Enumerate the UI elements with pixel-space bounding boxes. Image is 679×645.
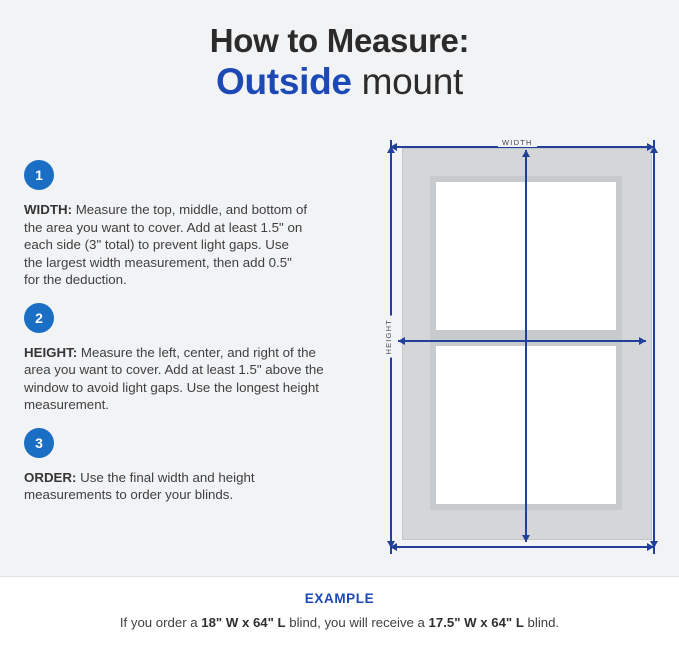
step-body-1: Measure the top, middle, and bottom of the area you want to cover. Add at least 1.5" on each side (3" total) to prevent light gaps. Use the largest width measurement, then add 0.5" for the deduction. — [24, 202, 308, 287]
height-label-left: HEIGHT — [384, 316, 393, 358]
step-badge-1: 1 — [24, 160, 54, 190]
page-title — [0, 22, 679, 104]
width-arrowhead-left-middle — [398, 337, 405, 345]
height-arrowhead-up-center — [522, 150, 530, 157]
height-arrowhead-down-center — [522, 535, 530, 542]
title-line-1: How to Measure: — [209, 22, 470, 59]
height-arrowhead-down-left — [387, 541, 395, 548]
example-footer — [0, 576, 679, 645]
title-emphasis: Outside — [216, 61, 352, 102]
example-prefix: If you order a — [119, 615, 202, 630]
step-item-2 — [24, 303, 369, 414]
step-item-1 — [24, 160, 369, 289]
height-measure-line-center — [525, 150, 527, 542]
step-label-2: HEIGHT: — [24, 344, 78, 360]
example-heading: EXAMPLE — [304, 591, 375, 606]
example-text — [0, 615, 679, 630]
width-measure-line-bottom — [390, 546, 654, 548]
step-text-2 — [24, 344, 344, 414]
step-body-2: Measure the left, center, and right of the area you want to cover. Add at least 1.5" above the window to avoid light gaps. Use the longest height measurement. — [24, 344, 324, 412]
step-label-1: WIDTH: — [24, 202, 72, 217]
step-item-3 — [24, 428, 369, 504]
height-arrowhead-up-left — [387, 146, 395, 153]
width-arrowhead-right-middle — [639, 337, 646, 345]
example-suffix: blind. — [523, 615, 560, 630]
step-label-3: ORDER: — [24, 469, 77, 485]
example-middle: blind, you will receive a — [285, 615, 429, 630]
height-arrowhead-up-right — [650, 146, 658, 153]
height-arrowhead-down-right — [650, 541, 658, 548]
step-badge-2: 2 — [24, 303, 54, 333]
steps-list — [24, 160, 369, 518]
step-text-1 — [24, 201, 309, 289]
width-label-top: WIDTH — [498, 138, 537, 147]
title-suffix: mount — [351, 61, 463, 102]
window-diagram — [378, 136, 666, 556]
step-body-3: Use the final width and height measurements to order your blinds. — [24, 469, 255, 502]
example-received-size: 17.5" W x 64" L — [428, 615, 524, 630]
step-text-3 — [24, 469, 324, 504]
width-measure-line-middle — [398, 340, 646, 342]
title-line-2 — [0, 60, 679, 104]
step-badge-3: 3 — [24, 428, 54, 458]
height-measure-line-right — [653, 146, 655, 548]
example-order-size: 18" W x 64" L — [201, 615, 286, 630]
